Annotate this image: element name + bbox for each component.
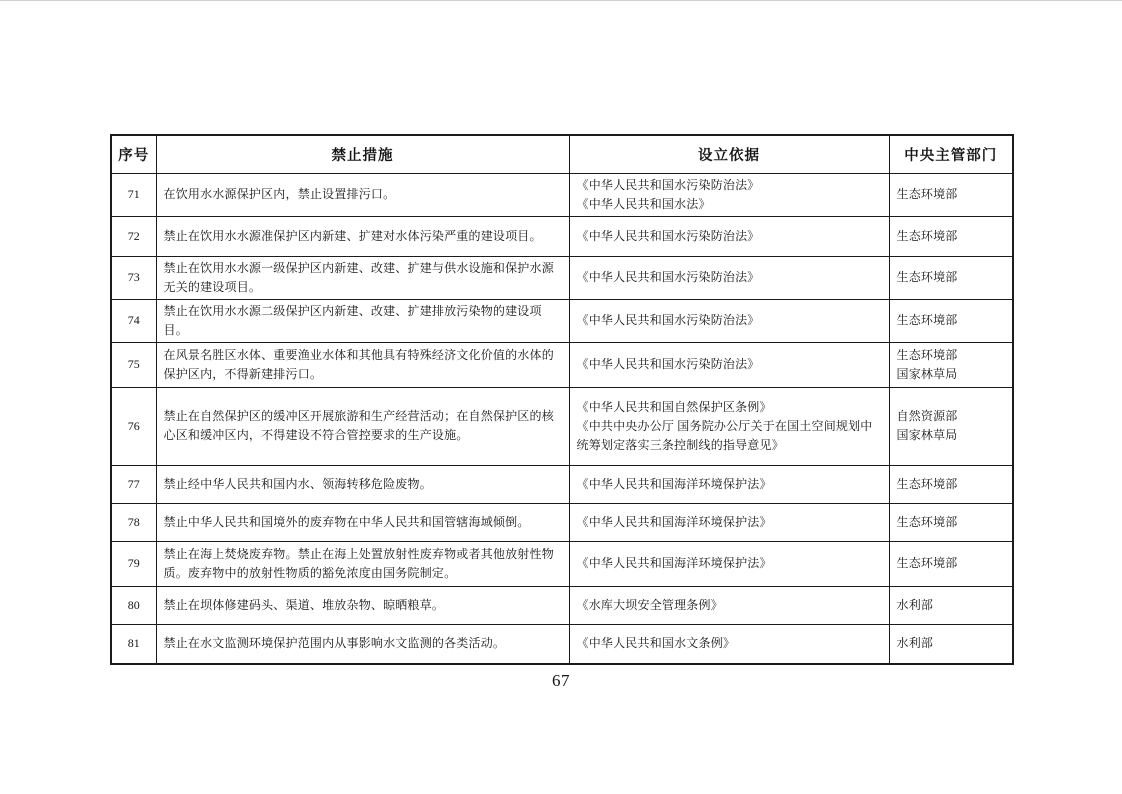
cell-legal-basis	[569, 586, 889, 624]
cell-serial-number: 80	[111, 586, 156, 624]
legal-basis-title: 《中华人民共和国水文条例》	[576, 636, 736, 651]
table-body	[111, 173, 1013, 664]
table-row	[111, 256, 1013, 299]
cell-prohibited-measure: 禁止在饮用水水源一级保护区内新建、改建、扩建与供水设施和保护水源无关的建设项目。	[156, 256, 569, 299]
department-name: 生态环境部	[896, 228, 958, 243]
table-row	[111, 299, 1013, 342]
department-name: 生态环境部	[896, 313, 958, 327]
department-name: 生态环境部	[896, 270, 958, 284]
legal-basis-title: 《中华人民共和国海洋环境保护法》	[576, 476, 772, 491]
header-serial-number: 序号	[111, 135, 156, 173]
legal-basis-title: 《水库大坝安全管理条例》	[576, 597, 723, 612]
cell-prohibited-measure: 禁止在饮用水水源准保护区内新建、扩建对水体污染严重的建设项目。	[156, 216, 569, 256]
cell-serial-number: 81	[111, 624, 156, 664]
cell-prohibited-measure: 禁止在自然保护区的缓冲区开展旅游和生产经营活动；在自然保护区的核心区和缓冲区内，不得建设不符合管控要求的生产设施。	[156, 387, 569, 465]
header-legal-basis: 设立依据	[569, 135, 889, 173]
table-row	[111, 387, 1013, 465]
cell-prohibited-measure: 禁止在水文监测环境保护范围内从事影响水文监测的各类活动。	[156, 624, 569, 664]
cell-serial-number: 73	[111, 256, 156, 299]
cell-prohibited-measure: 禁止中华人民共和国境外的废弃物在中华人民共和国管辖海域倾倒。	[156, 503, 569, 541]
legal-basis-title: 《中华人民共和国水污染防治法》	[576, 228, 760, 243]
header-prohibited-measure: 禁止措施	[156, 135, 569, 173]
legal-basis-title: 《中共中央办公厅 国务院办公厅关于在国土空间规划中统筹划定落实三条控制线的指导意见》	[576, 418, 873, 452]
table-row	[111, 586, 1013, 624]
table-row	[111, 465, 1013, 503]
cell-legal-basis	[569, 173, 889, 216]
cell-serial-number: 78	[111, 503, 156, 541]
cell-legal-basis	[569, 387, 889, 465]
cell-legal-basis	[569, 342, 889, 387]
cell-serial-number: 71	[111, 173, 156, 216]
cell-prohibited-measure: 在饮用水水源保护区内，禁止设置排污口。	[156, 173, 569, 216]
cell-department	[889, 342, 1013, 387]
cell-department	[889, 299, 1013, 342]
department-name: 生态环境部	[896, 476, 958, 491]
cell-serial-number: 77	[111, 465, 156, 503]
department-name: 生态环境部	[896, 514, 958, 529]
cell-department	[889, 465, 1013, 503]
department-name: 自然资源部	[896, 409, 958, 423]
cell-legal-basis	[569, 465, 889, 503]
cell-serial-number: 79	[111, 541, 156, 586]
cell-department	[889, 624, 1013, 664]
department-name: 国家林草局	[896, 366, 958, 381]
legal-basis-title: 《中华人民共和国海洋环境保护法》	[576, 556, 772, 570]
table-row	[111, 216, 1013, 256]
cell-prohibited-measure: 禁止在坝体修建码头、渠道、堆放杂物、晾晒粮草。	[156, 586, 569, 624]
cell-prohibited-measure: 在风景名胜区水体、重要渔业水体和其他具有特殊经济文化价值的水体的保护区内，不得新建排污口。	[156, 342, 569, 387]
cell-serial-number: 75	[111, 342, 156, 387]
page-number: 67	[552, 671, 570, 690]
department-name: 水利部	[896, 636, 934, 651]
prohibited-measures-table	[110, 134, 1014, 665]
legal-basis-title: 《中华人民共和国水法》	[576, 196, 711, 211]
department-name: 国家林草局	[896, 428, 958, 442]
table-row	[111, 173, 1013, 216]
legal-basis-title: 《中华人民共和国水污染防治法》	[576, 177, 760, 192]
header-central-department: 中央主管部门	[889, 135, 1013, 173]
cell-department	[889, 256, 1013, 299]
department-name: 生态环境部	[896, 347, 958, 362]
legal-basis-title: 《中华人民共和国自然保护区条例》	[576, 399, 772, 414]
cell-legal-basis	[569, 503, 889, 541]
cell-prohibited-measure: 禁止在饮用水水源二级保护区内新建、改建、扩建排放污染物的建设项目。	[156, 299, 569, 342]
cell-department	[889, 216, 1013, 256]
legal-basis-title: 《中华人民共和国水污染防治法》	[576, 357, 760, 371]
cell-department	[889, 541, 1013, 586]
cell-department	[889, 173, 1013, 216]
legal-basis-title: 《中华人民共和国水污染防治法》	[576, 270, 760, 284]
legal-basis-title: 《中华人民共和国水污染防治法》	[576, 313, 760, 327]
department-name: 生态环境部	[896, 556, 958, 570]
cell-department	[889, 387, 1013, 465]
cell-serial-number: 74	[111, 299, 156, 342]
cell-legal-basis	[569, 624, 889, 664]
table-header	[111, 135, 1013, 173]
cell-prohibited-measure: 禁止在海上焚烧废弃物。禁止在海上处置放射性废弃物或者其他放射性物质。废弃物中的放射性物质的豁免浓度由国务院制定。	[156, 541, 569, 586]
cell-serial-number: 76	[111, 387, 156, 465]
cell-legal-basis	[569, 541, 889, 586]
department-name: 水利部	[896, 597, 934, 612]
table-row	[111, 503, 1013, 541]
cell-department	[889, 503, 1013, 541]
table-row	[111, 624, 1013, 664]
cell-serial-number: 72	[111, 216, 156, 256]
cell-department	[889, 586, 1013, 624]
cell-legal-basis	[569, 299, 889, 342]
table-header-row	[111, 135, 1013, 173]
department-name: 生态环境部	[896, 187, 958, 201]
legal-basis-title: 《中华人民共和国海洋环境保护法》	[576, 514, 772, 529]
table-row	[111, 541, 1013, 586]
cell-prohibited-measure: 禁止经中华人民共和国内水、领海转移危险废物。	[156, 465, 569, 503]
cell-legal-basis	[569, 216, 889, 256]
table-row	[111, 342, 1013, 387]
cell-legal-basis	[569, 256, 889, 299]
